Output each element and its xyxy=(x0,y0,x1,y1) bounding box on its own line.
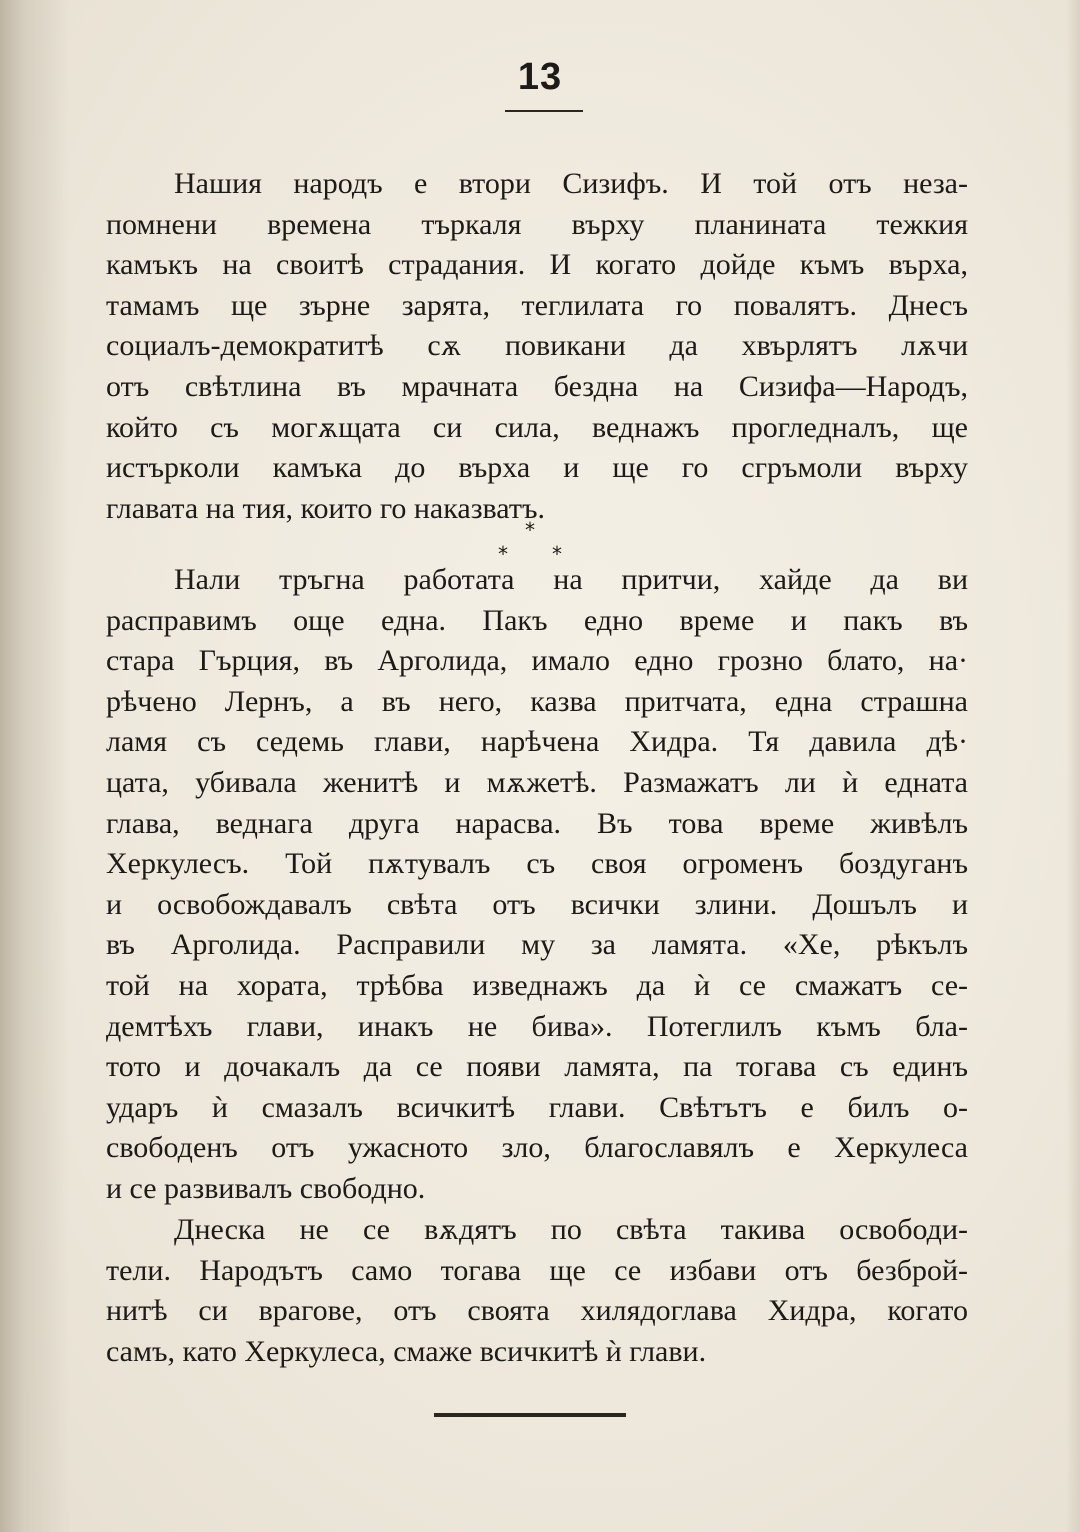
text-line: помнени времена търкаля върху планината тежкия xyxy=(106,207,968,241)
text-line: и се развивалъ свободно. xyxy=(106,1171,426,1205)
paragraph-2 xyxy=(106,560,968,1210)
text-line: Херкулесъ. Той пѫтувалъ съ своя огроменъ боздуганъ xyxy=(106,847,968,881)
text-line: той на хората, трѣбва изведнажъ да ѝ се смажатъ се- xyxy=(106,968,968,1002)
text-line: Нашия народъ е втори Сизифъ. И той отъ неза- xyxy=(174,167,968,200)
text-line: Днеска не се вѫдятъ по свѣта такива освободи- xyxy=(174,1213,968,1246)
text-line: въ Арголида. Расправили му за ламята. «Хе, рѣкълъ xyxy=(106,928,968,962)
text-line: който съ могѫщата си сила, веднажъ прогледналъ, ще xyxy=(106,410,968,444)
binding-shadow xyxy=(0,0,70,1532)
text-line: камъкъ на своитѣ страдания. И когато дойде къмъ върха, xyxy=(106,248,968,282)
page-number: 13 xyxy=(517,56,563,98)
page-edge xyxy=(1066,0,1080,1532)
text-line: цата, убивала женитѣ и мѫжетѣ. Размажатъ ли ѝ едната xyxy=(106,765,968,799)
text-line: свободенъ отъ ужасното зло, благославялъ е Херкулеса xyxy=(106,1131,968,1165)
text-line: Нали тръгна работата на притчи, хайде да ви xyxy=(174,563,968,596)
text-line: ударъ ѝ смазалъ всичкитѣ глави. Свѣтътъ е билъ о- xyxy=(106,1090,968,1124)
text-line: и освобождавалъ свѣта отъ всички злини. Дошълъ и xyxy=(106,887,968,921)
text-line: тели. Народътъ само тогава ще се избави отъ безброй- xyxy=(106,1253,968,1287)
separator-star: * xyxy=(552,542,562,566)
text-line: рѣчено Лернъ, а въ него, казва притчата, една страшна xyxy=(106,684,968,718)
text-line: расправимъ още една. Пакъ едно време и пакъ въ xyxy=(106,603,968,637)
paragraph-1 xyxy=(106,164,968,529)
end-rule xyxy=(434,1413,626,1417)
text-line: глава, веднага друга нарасва. Въ това време живѣлъ xyxy=(106,806,968,840)
text-line: нитѣ си врагове, отъ своята хилядоглава Хидра, когато xyxy=(106,1294,968,1328)
text-line: главата на тия, които го наказватъ. xyxy=(106,491,545,525)
text-line: социалъ-демократитѣ сѫ повикани да хвърлятъ лѫчи xyxy=(106,329,968,363)
text-line: стара Гърция, въ Арголида, имало едно грозно блато, на· xyxy=(106,644,968,678)
text-line: самъ, като Херкулеса, смаже всичкитѣ ѝ глави. xyxy=(106,1334,707,1368)
paragraph-3 xyxy=(106,1210,968,1372)
separator-star: * xyxy=(498,542,508,566)
text-line: ламя съ седемь глави, нарѣчена Хидра. Тя давила дѣ· xyxy=(106,725,968,759)
text-line: отъ свѣтлина въ мрачната бездна на Сизифа—Народъ, xyxy=(106,369,968,403)
separator-star: * xyxy=(525,518,535,542)
text-line: тамамъ ще зърне зарята, теглилата го повалятъ. Днесъ xyxy=(106,288,968,322)
text-line: тото и дочакалъ да се появи ламята, па тогава съ единъ xyxy=(106,1050,968,1084)
text-line: демтѣхъ глави, инакъ не бива». Потеглилъ къмъ бла- xyxy=(106,1009,968,1043)
page-number-underline xyxy=(505,110,583,112)
text-line: истъркoли камъка до върха и ще го сгръмоли върху xyxy=(106,451,968,485)
